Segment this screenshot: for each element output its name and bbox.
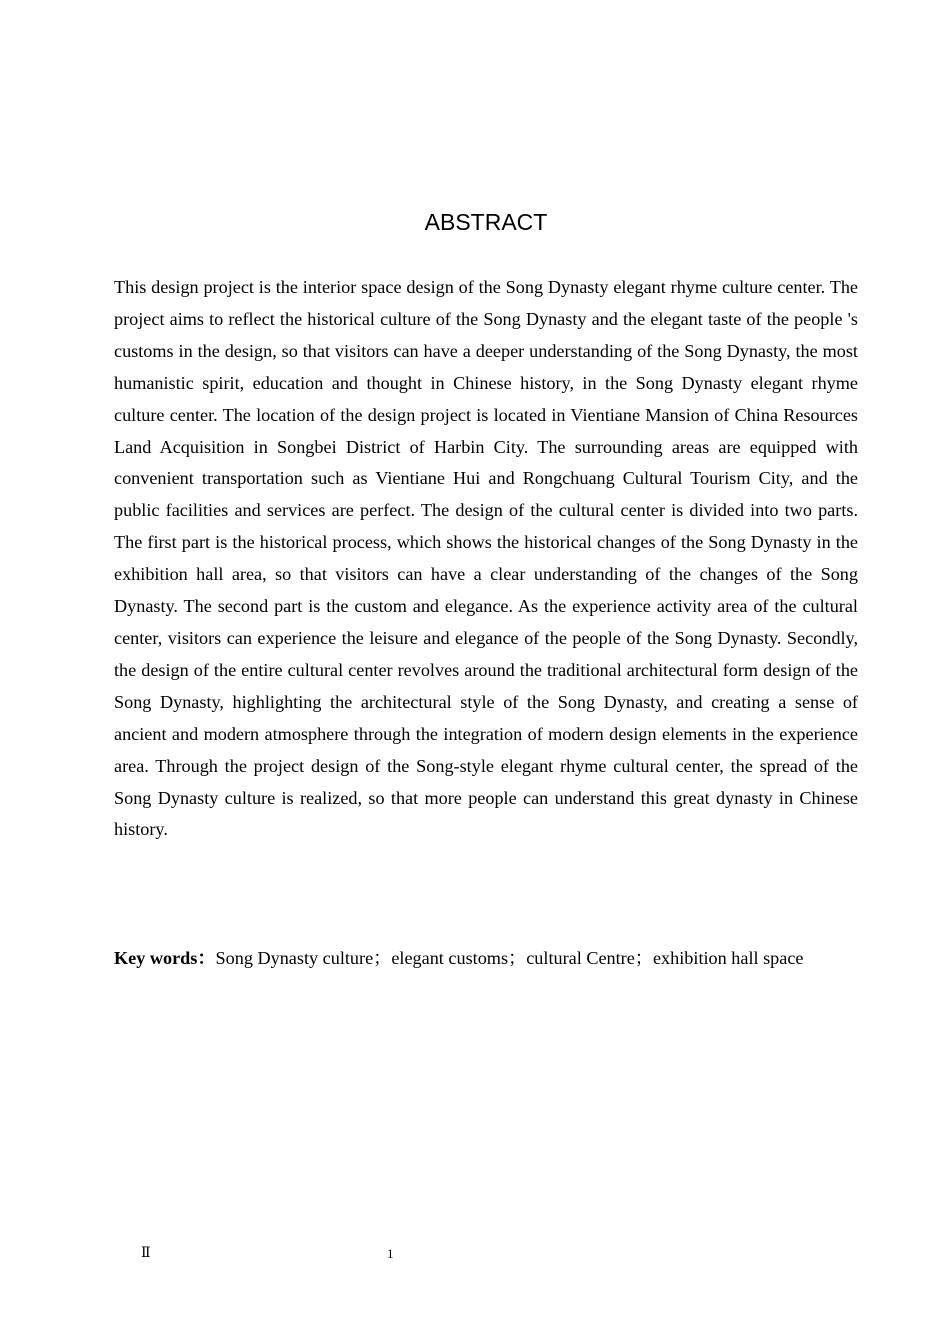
keywords-line: [114, 943, 874, 973]
keyword-item: cultural Centre；: [526, 948, 653, 968]
keywords-label: Key words：: [114, 948, 216, 968]
keyword-item: elegant customs；: [391, 948, 527, 968]
footer-roman-page-number: Ⅱ: [141, 1245, 151, 1261]
footer-page-number: 1: [387, 1246, 394, 1261]
keyword-item: exhibition hall space: [652, 948, 804, 968]
abstract-body: This design project is the interior space design of the Song Dynasty elegant rhyme culture center. The project aims to reflect the historical culture of the Song Dynasty and the elegant taste of the people 's customs in the design, so that visitors can have a deeper understanding of the Song Dynasty, the most humanistic spirit, education and thought in Chinese history, in the Song Dynasty elegant rhyme culture center. The location of the design project is located in Vientiane Mansion of China Resources Land Acquisition in Songbei District of Harbin City. The surrounding areas are equipped with convenient transportation such as Vientiane Hui and Rongchuang Cultural Tourism City, and the public facilities and services are perfect. The design of the cultural center is divided into two parts. The first part is the historical process, which shows the historical changes of the Song Dynasty in the exhibition hall area, so that visitors can have a clear understanding of the changes of the Song Dynasty. The second part is the custom and elegance. As the experience activity area of the cultural center, visitors can experience the leisure and elegance of the people of the Song Dynasty. Secondly, the design of the entire cultural center revolves around the traditional architectural form design of the Song Dynasty, highlighting the architectural style of the Song Dynasty, and creating a sense of ancient and modern atmosphere through the integration of modern design elements in the experience area. Through the project design of the Song-style elegant rhyme cultural center, the spread of the Song Dynasty culture is realized, so that more people can understand this great dynasty in Chinese history.: [114, 277, 858, 840]
abstract-title: ABSTRACT: [424, 209, 548, 235]
keyword-item: Song Dynasty culture；: [215, 948, 392, 968]
